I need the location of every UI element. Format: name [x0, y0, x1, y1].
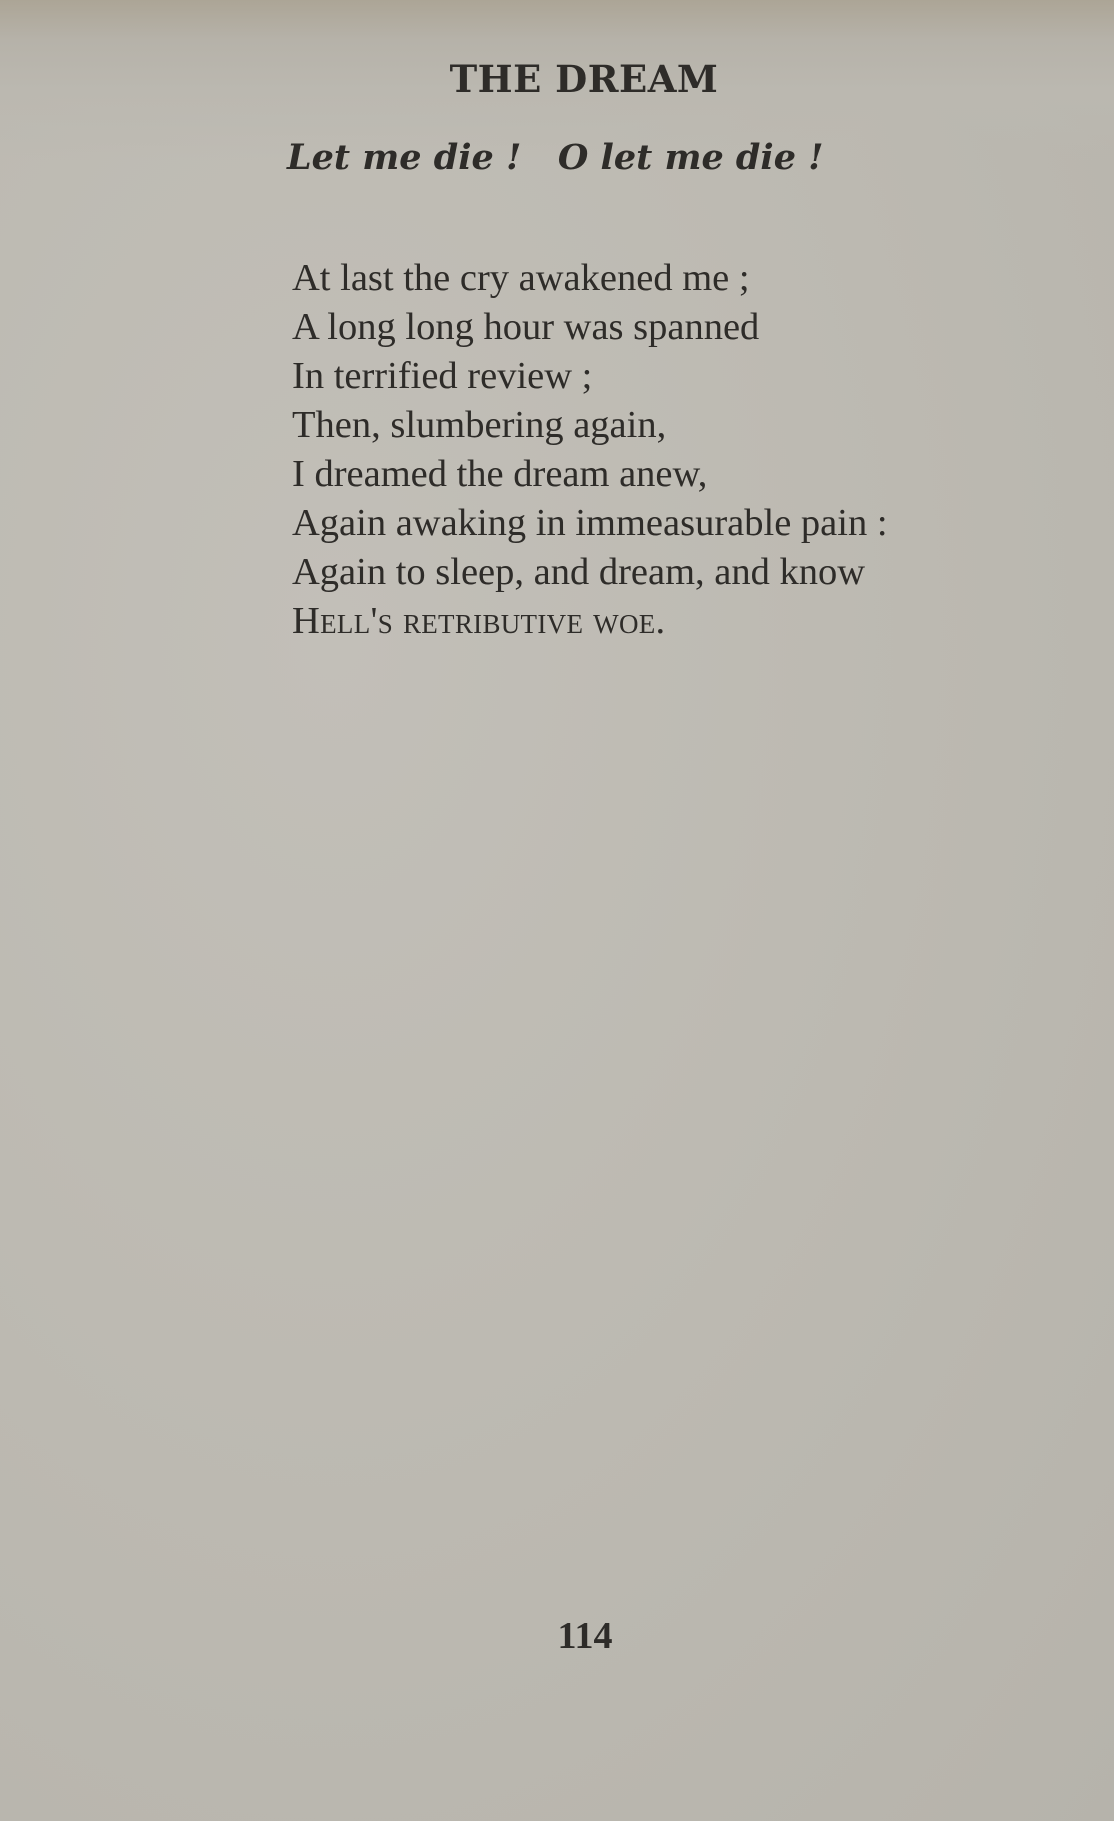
- poem-line: Again awaking in immeasurable pain :: [292, 502, 888, 544]
- poem-line-final: Hell's retributive woe.: [292, 600, 666, 642]
- poem-line: In terrified review ;: [292, 355, 593, 397]
- poem-line: At last the cry awakened me ;: [292, 257, 750, 299]
- poem-line: I dreamed the dream anew,: [292, 453, 708, 495]
- poem-stanza: [292, 254, 888, 646]
- page-number: 114: [557, 1615, 613, 1657]
- poem-line: A long long hour was spanned: [292, 306, 760, 348]
- running-title: THE DREAM: [449, 57, 719, 101]
- poem-line: Then, slumbering again,: [292, 404, 667, 446]
- poem-refrain: Let me die ! O let me die !: [287, 137, 824, 178]
- poem-line: Again to sleep, and dream, and know: [292, 551, 866, 593]
